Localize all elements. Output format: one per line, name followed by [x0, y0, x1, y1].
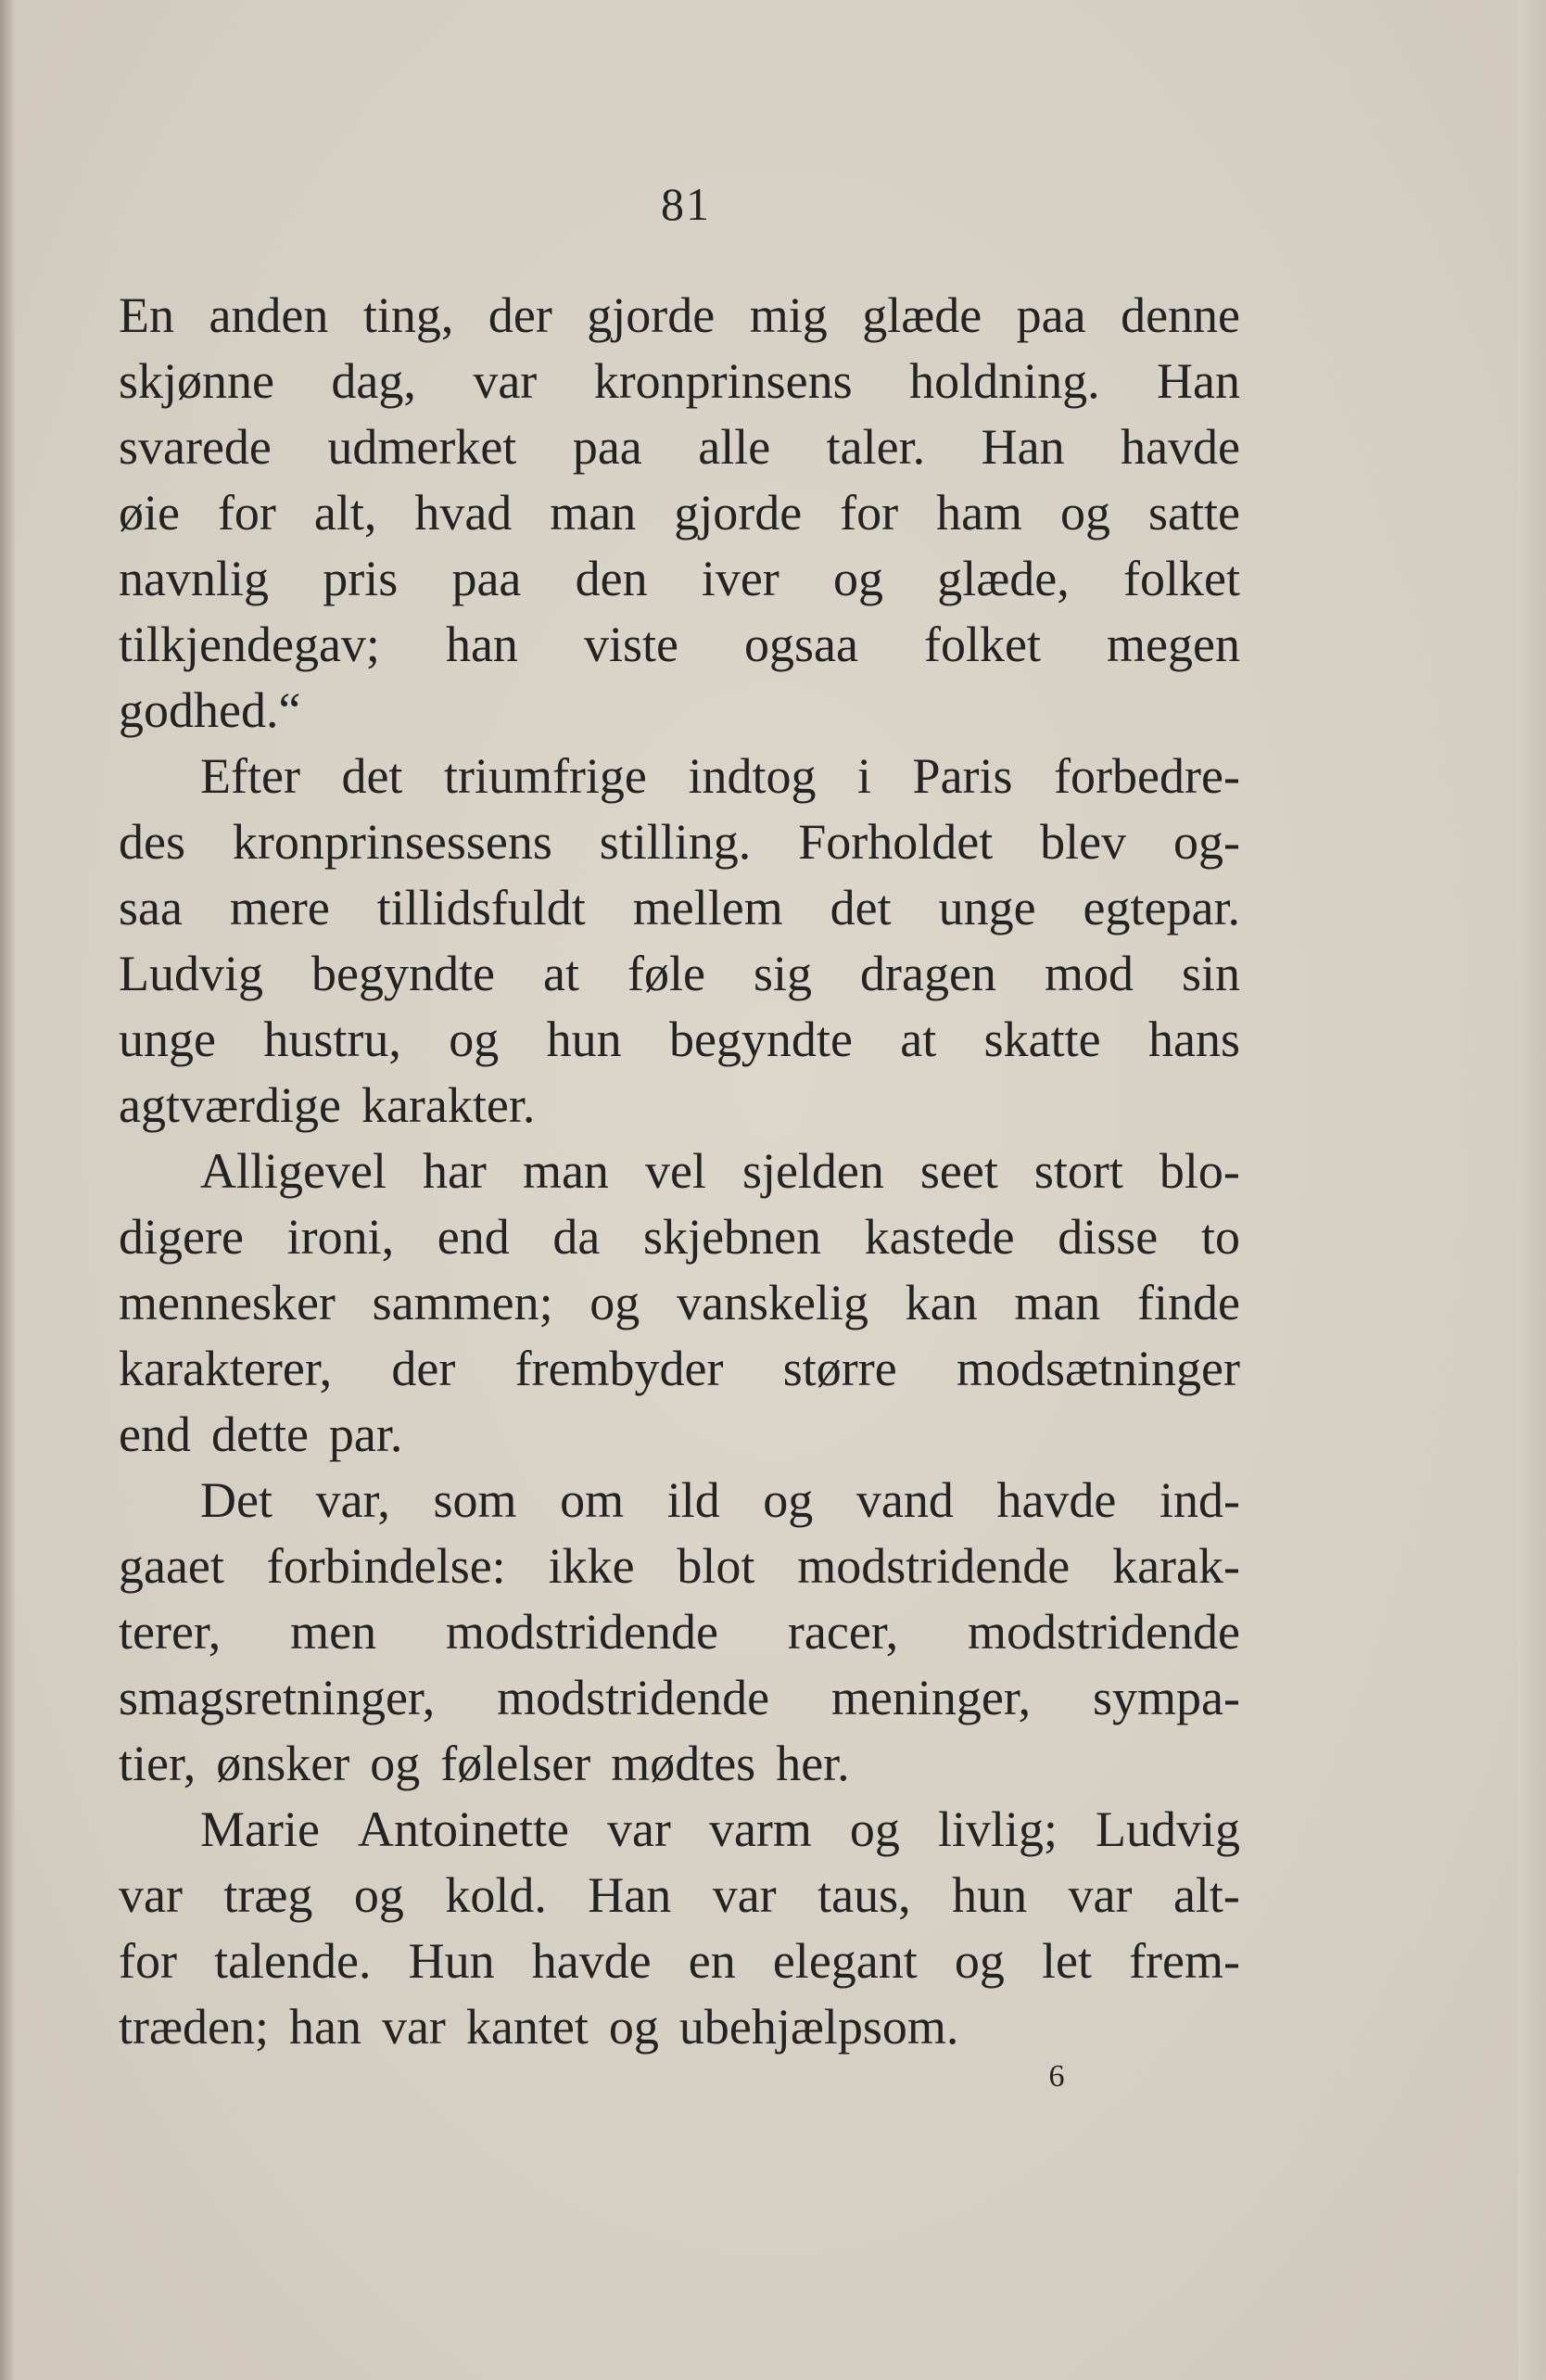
word: dag,	[331, 353, 416, 409]
word: og	[449, 1012, 500, 1067]
word: frem-	[1129, 1933, 1240, 1989]
word: og	[833, 551, 884, 606]
text-line	[119, 1204, 1240, 1270]
text-line	[119, 480, 1240, 546]
text-line	[119, 1073, 1240, 1139]
word: havde	[531, 1933, 652, 1989]
word: var	[1068, 1867, 1133, 1923]
word: og	[589, 1275, 640, 1330]
word: har	[422, 1143, 487, 1199]
word: Alligevel	[200, 1143, 386, 1199]
word: stort	[1033, 1143, 1123, 1199]
word: finde	[1137, 1275, 1240, 1330]
word: tier,	[119, 1736, 196, 1791]
word: folket	[1122, 551, 1240, 606]
word: mellem	[632, 880, 783, 935]
word: egtepar.	[1083, 880, 1240, 935]
body-text	[119, 283, 1240, 2060]
word: begyndte	[311, 946, 495, 1001]
paragraph	[119, 1468, 1240, 1797]
word: dette	[210, 1406, 309, 1462]
text-line	[119, 678, 1240, 744]
word: disse	[1058, 1209, 1159, 1265]
word: mødtes	[611, 1736, 756, 1791]
word: ønsker	[216, 1736, 350, 1791]
word: sjelden	[741, 1143, 884, 1199]
word: alt-	[1172, 1867, 1240, 1923]
word: Han	[981, 419, 1065, 475]
word: blev	[1040, 814, 1127, 870]
text-line	[119, 875, 1240, 941]
word: her.	[776, 1736, 850, 1791]
word: modsætninger	[956, 1341, 1240, 1396]
word: Marie	[200, 1801, 320, 1857]
word: talende.	[214, 1933, 372, 1989]
word: Efter	[200, 748, 300, 804]
page-number: 81	[661, 178, 711, 230]
paragraph	[119, 744, 1240, 1139]
word: taler.	[826, 419, 926, 475]
word: en	[688, 1933, 736, 1989]
word: og-	[1173, 814, 1240, 870]
word: man	[550, 485, 637, 541]
word: taus,	[817, 1867, 911, 1923]
text-line	[119, 1468, 1240, 1534]
word: hun	[546, 1012, 622, 1067]
word: modstridende	[797, 1538, 1071, 1594]
text-line	[119, 612, 1240, 678]
word: agtværdige	[119, 1077, 341, 1133]
word: om	[560, 1472, 625, 1528]
word: tilkjendegav;	[119, 617, 380, 672]
word: Ludvig	[1096, 1801, 1240, 1857]
word: indtog	[688, 748, 817, 804]
paragraph	[119, 1139, 1240, 1468]
word: pris	[323, 551, 399, 606]
word: større	[782, 1341, 897, 1396]
word: godhed.“	[119, 682, 301, 738]
word: par.	[328, 1406, 403, 1462]
word: ikke	[548, 1538, 635, 1594]
text-line	[119, 1139, 1240, 1204]
word: gaaet	[119, 1538, 224, 1594]
word: blo-	[1159, 1143, 1240, 1199]
word: og	[370, 1736, 421, 1791]
word: var,	[315, 1472, 390, 1528]
word: skatte	[983, 1012, 1101, 1067]
word: glæde	[862, 287, 982, 343]
word: navnlig	[119, 551, 269, 606]
text-line	[119, 809, 1240, 875]
word: dragen	[860, 946, 996, 1001]
word: vel	[644, 1143, 706, 1199]
word: vand	[855, 1472, 954, 1528]
word: hans	[1148, 1012, 1240, 1067]
word: karak-	[1112, 1538, 1240, 1594]
word: forbindelse:	[266, 1538, 506, 1594]
word: gjorde	[674, 485, 803, 541]
word: stilling.	[599, 814, 752, 870]
page-left-edge-shadow	[0, 0, 15, 2380]
word: og	[763, 1472, 814, 1528]
word: sig	[753, 946, 812, 1001]
word: alt,	[313, 485, 377, 541]
word: blot	[677, 1538, 755, 1594]
word: smagsretninger,	[119, 1670, 436, 1725]
word: let	[1041, 1933, 1092, 1989]
word: for	[840, 485, 899, 541]
word: i	[856, 748, 871, 804]
word: mod	[1044, 946, 1134, 1001]
word: sammen;	[372, 1275, 553, 1330]
text-line	[119, 1534, 1240, 1599]
word: han	[288, 1999, 361, 2055]
word: det	[830, 880, 892, 935]
word: og	[1060, 485, 1111, 541]
word: digere	[119, 1209, 244, 1265]
word: frembyder	[514, 1341, 724, 1396]
word: anden	[209, 287, 329, 343]
word: paa	[451, 551, 522, 606]
text-line	[119, 941, 1240, 1007]
word: at	[900, 1012, 937, 1067]
text-line	[119, 1863, 1240, 1928]
word: livlig;	[937, 1801, 1058, 1857]
word: han	[445, 617, 518, 672]
paragraph	[119, 1797, 1240, 2060]
word: end	[437, 1209, 510, 1265]
text-line	[119, 1928, 1240, 1994]
word: kold.	[445, 1867, 547, 1923]
text-line	[119, 1665, 1240, 1731]
word: man	[1014, 1275, 1101, 1330]
text-line	[119, 1731, 1240, 1797]
word: og	[849, 1801, 900, 1857]
word: des	[119, 814, 185, 870]
word: meninger,	[830, 1670, 1032, 1725]
word: gjorde	[587, 287, 716, 343]
word: som	[433, 1472, 517, 1528]
page-right-edge-shadow	[1518, 0, 1546, 2380]
word: Forholdet	[798, 814, 994, 870]
word: Paris	[912, 748, 1013, 804]
word: og	[353, 1867, 404, 1923]
word: var	[712, 1867, 777, 1923]
word: to	[1200, 1209, 1240, 1265]
text-line	[119, 546, 1240, 612]
paragraph	[119, 283, 1240, 744]
text-line	[119, 1599, 1240, 1665]
text-line	[119, 1402, 1240, 1468]
word: Han	[1157, 353, 1240, 409]
word: tillidsfuldt	[376, 880, 586, 935]
word: triumfrige	[443, 748, 647, 804]
word: satte	[1148, 485, 1240, 541]
word: ironi,	[286, 1209, 395, 1265]
word: føle	[627, 946, 705, 1001]
word: at	[542, 946, 579, 1001]
word: træg	[223, 1867, 313, 1923]
word: karakterer,	[119, 1341, 333, 1396]
word: holdning.	[909, 353, 1100, 409]
word: denne	[1121, 287, 1240, 343]
word: sin	[1181, 946, 1240, 1001]
word: havde	[1121, 419, 1240, 475]
word: ild	[666, 1472, 720, 1528]
word: seet	[919, 1143, 998, 1199]
word: det	[341, 748, 403, 804]
word: skjønne	[119, 353, 274, 409]
word: Hun	[408, 1933, 495, 1989]
word: var	[473, 353, 538, 409]
word: kantet	[465, 1999, 589, 2055]
word: ting,	[362, 287, 454, 343]
word: havde	[996, 1472, 1117, 1528]
word: glæde,	[937, 551, 1070, 606]
word: hun	[952, 1867, 1028, 1923]
word: svarede	[119, 419, 272, 475]
word: ubehjælpsom.	[678, 1999, 959, 2055]
word: unge	[938, 880, 1036, 935]
word: følelser	[440, 1736, 591, 1791]
word: var	[606, 1801, 671, 1857]
word: da	[552, 1209, 601, 1265]
word: sympa-	[1093, 1670, 1240, 1725]
word: udmerket	[327, 419, 517, 475]
word: folket	[924, 617, 1041, 672]
word: den	[575, 551, 648, 606]
word: En	[119, 287, 174, 343]
word: der	[391, 1341, 456, 1396]
text-line	[119, 283, 1240, 349]
word: megen	[1107, 617, 1240, 672]
word: paa	[1016, 287, 1086, 343]
word: var	[119, 1867, 183, 1923]
word: vanskelig	[676, 1275, 868, 1330]
word: iver	[701, 551, 779, 606]
text-line	[119, 1797, 1240, 1863]
word: hustru,	[263, 1012, 401, 1067]
word: for	[119, 1933, 177, 1989]
word: træden;	[119, 1999, 269, 2055]
word: kastede	[864, 1209, 1015, 1265]
word: ham	[936, 485, 1023, 541]
word: mennesker	[119, 1275, 336, 1330]
word: kan	[905, 1275, 978, 1330]
text-line	[119, 1007, 1240, 1073]
word: elegant	[772, 1933, 918, 1989]
text-line	[119, 1336, 1240, 1402]
word: for	[217, 485, 276, 541]
word: var	[381, 1999, 446, 2055]
text-line	[119, 414, 1240, 480]
word: end	[119, 1406, 191, 1462]
word: saa	[119, 880, 183, 935]
word: mere	[229, 880, 330, 935]
word: øie	[119, 485, 180, 541]
word: og	[954, 1933, 1005, 1989]
word: Ludvig	[119, 946, 263, 1001]
word: man	[522, 1143, 609, 1199]
word: modstridende	[446, 1604, 718, 1660]
word: Han	[588, 1867, 672, 1923]
word: paa	[572, 419, 642, 475]
word: og	[608, 1999, 659, 2055]
text-line	[119, 744, 1240, 809]
word: terer,	[119, 1604, 222, 1660]
word: skjebnen	[643, 1209, 821, 1265]
signature-mark: 6	[1048, 2059, 1065, 2094]
text-line	[119, 1994, 1240, 2060]
text-line	[119, 1270, 1240, 1336]
word: hvad	[414, 485, 513, 541]
word: karakter.	[361, 1077, 536, 1133]
word: der	[488, 287, 552, 343]
word: Antoinette	[357, 1801, 569, 1857]
text-line	[119, 349, 1240, 414]
word: racer,	[787, 1604, 899, 1660]
word: ogsaa	[744, 617, 858, 672]
word: kronprinsens	[593, 353, 853, 409]
word: Det	[200, 1472, 272, 1528]
word: alle	[698, 419, 771, 475]
word: ind-	[1159, 1472, 1240, 1528]
word: modstridende	[497, 1670, 770, 1725]
word: viste	[583, 617, 678, 672]
word: kronprinsessens	[232, 814, 552, 870]
word: mig	[749, 287, 828, 343]
word: men	[290, 1604, 377, 1660]
word: unge	[119, 1012, 216, 1067]
word: varm	[708, 1801, 812, 1857]
word: forbedre-	[1054, 748, 1240, 804]
word: begyndte	[668, 1012, 853, 1067]
word: modstridende	[968, 1604, 1240, 1660]
